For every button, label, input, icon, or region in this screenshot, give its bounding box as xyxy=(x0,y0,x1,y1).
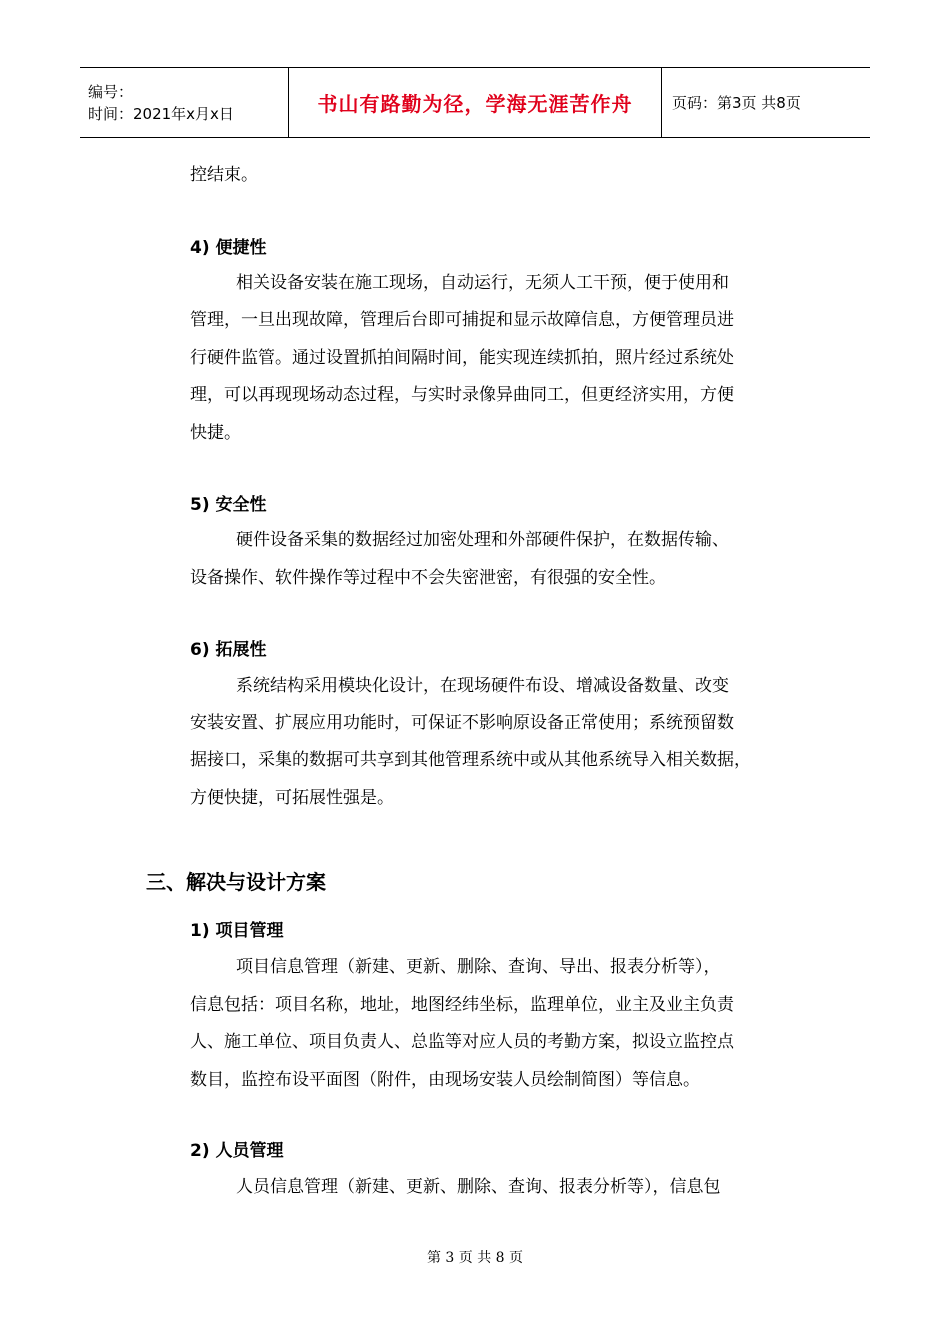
paragraph-line: 人、施工单位、项目负责人、总监等对应人员的考勤方案，拟设立监控点 xyxy=(190,1032,734,1052)
heading-extensibility: 6) 拓展性 xyxy=(190,640,267,660)
paragraph-line: 行硬件监管。通过设置抓拍间隔时间，能实现连续抓拍，照片经过系统处 xyxy=(190,348,734,368)
paragraph-line: 项目信息管理（新建、更新、删除、查询、导出、报表分析等）， xyxy=(236,957,721,977)
header-page-info xyxy=(662,68,870,137)
paragraph-line: 相关设备安装在施工现场，自动运行，无须人工干预，便于使用和 xyxy=(236,273,729,293)
heading-personnel-management: 2) 人员管理 xyxy=(190,1141,284,1161)
paragraph-line: 理，可以再现现场动态过程，与实时录像异曲同工，但更经济实用，方便 xyxy=(190,385,734,405)
header-motto-cell xyxy=(289,68,662,137)
paragraph-line: 系统结构采用模块化设计，在现场硬件布设、增减设备数量、改变 xyxy=(236,676,729,696)
heading-project-management: 1) 项目管理 xyxy=(190,921,284,941)
paragraph-line: 方便快捷，可拓展性强是。 xyxy=(190,788,394,808)
heading-convenience: 4) 便捷性 xyxy=(190,238,267,258)
heading-security: 5) 安全性 xyxy=(190,495,267,515)
paragraph-line: 控结束。 xyxy=(190,165,258,185)
paragraph-line: 快捷。 xyxy=(190,423,241,443)
page-header xyxy=(80,67,870,138)
time-label: 时间：2021年x月x日 xyxy=(88,104,234,123)
header-meta xyxy=(80,68,289,137)
page-info-text: 页码：第3页 共8页 xyxy=(672,94,801,112)
paragraph-line: 信息包括：项目名称，地址，地图经纬坐标，监理单位，业主及业主负责 xyxy=(190,995,734,1015)
paragraph-line: 设备操作、软件操作等过程中不会失密泄密，有很强的安全性。 xyxy=(190,568,666,588)
paragraph-line: 管理，一旦出现故障，管理后台即可捕捉和显示故障信息，方便管理员进 xyxy=(190,310,734,330)
paragraph-line: 硬件设备采集的数据经过加密处理和外部硬件保护，在数据传输、 xyxy=(236,530,729,550)
paragraph-line: 据接口，采集的数据可共享到其他管理系统中或从其他系统导入相关数据， xyxy=(190,750,751,770)
number-label: 编号： xyxy=(88,82,134,101)
section-title: 三、解决与设计方案 xyxy=(146,870,326,894)
paragraph-line: 数目，监控布设平面图（附件，由现场安装人员绘制简图）等信息。 xyxy=(190,1070,700,1090)
paragraph-line: 人员信息管理（新建、更新、删除、查询、报表分析等），信息包 xyxy=(236,1177,721,1197)
page-footer: 第 3 页 共 8 页 xyxy=(426,1250,524,1266)
motto-text: 书山有路勤为径，学海无涯苦作舟 xyxy=(317,92,633,116)
paragraph-line: 安装安置、扩展应用功能时，可保证不影响原设备正常使用；系统预留数 xyxy=(190,713,734,733)
